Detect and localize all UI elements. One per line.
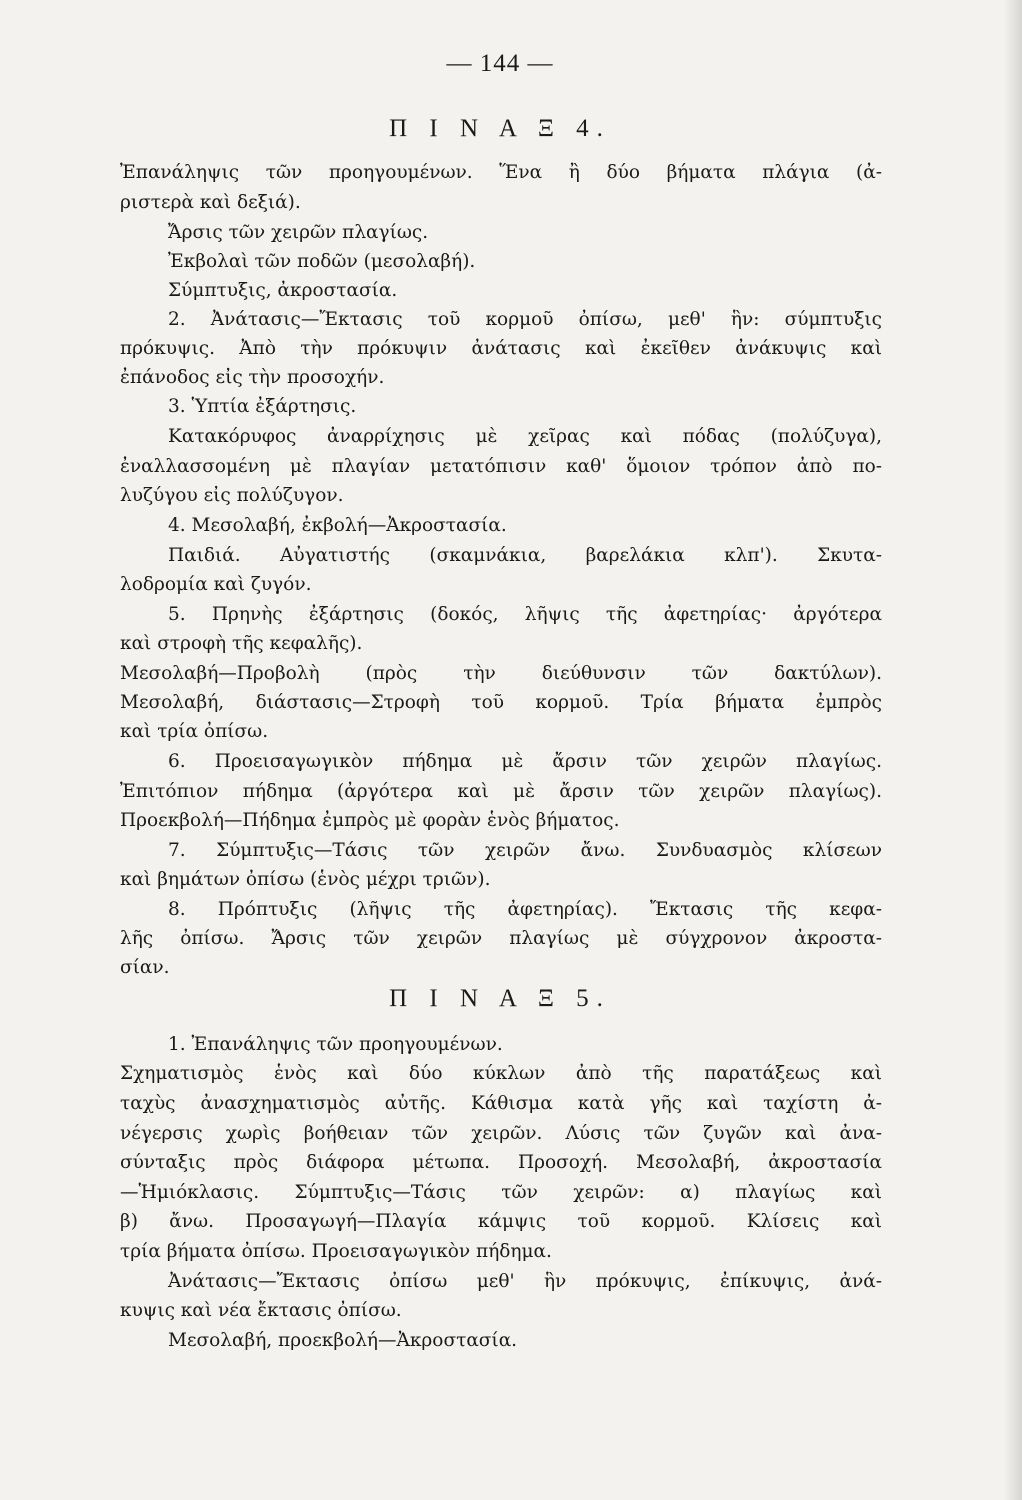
s4-line-07: πρόκυψις. Ἀπὸ τὴν πρόκυψιν ἀνάτασις καὶ ἐκεῖθεν ἀνάκυψις καὶ <box>120 338 882 359</box>
s4-line-25: καὶ βημάτων ὀπίσω (ἑνὸς μέχρι τριῶν). <box>120 869 491 890</box>
s5-line-05: σύνταξις πρὸς διάφορα μέτωπα. Προσοχή. Μεσολαβή, ἀκροστασία <box>120 1152 882 1173</box>
section-5-title: Π Ι Ν Α Ξ 5. <box>389 985 611 1012</box>
s5-line-10: κυψις καὶ νέα ἔκτασις ὀπίσω. <box>120 1300 402 1321</box>
page-edge-shadow <box>1004 0 1022 1500</box>
s4-line-08: ἐπάνοδος εἰς τὴν προσοχήν. <box>120 367 385 388</box>
s5-line-01: 1. Ἐπανάληψις τῶν προηγουμένων. <box>168 1034 503 1055</box>
s4-line-21: 6. Προεισαγωγικὸν πήδημα μὲ ἄρσιν τῶν χειρῶν πλαγίως. <box>168 751 882 772</box>
s4-line-20: καὶ τρία ὀπίσω. <box>120 721 269 742</box>
s4-line-12: λυζύγου εἰς πολύζυγον. <box>120 485 344 506</box>
s4-line-18: Μεσολαβή—Προβολὴ (πρὸς τὴν διεύθυνσιν τῶν δακτύλων). <box>120 663 882 684</box>
s4-line-24: 7. Σύμπτυξις—Τάσις τῶν χειρῶν ἄνω. Συνδυασμὸς κλίσεων <box>168 840 882 861</box>
s4-line-17: καὶ στροφὴ τῆς κεφαλῆς). <box>120 633 363 654</box>
s4-line-14: Παιδιά. Αὐγατιστής (σκαμνάκια, βαρελάκια κλπ'). Σκυτα- <box>168 545 882 566</box>
s4-line-15: λοδρομία καὶ ζυγόν. <box>120 574 312 595</box>
s5-line-07: β) ἄνω. Προσαγωγή—Πλαγία κάμψις τοῦ κορμοῦ. Κλίσεις καὶ <box>120 1211 882 1232</box>
s5-line-09: Ἀνάτασις—Ἔκτασις ὀπίσω μεθ' ἣν πρόκυψις, ἐπίκυψις, ἀνά- <box>168 1271 882 1292</box>
s4-line-09: 3. Ὑπτία ἐξάρτησις. <box>168 396 357 417</box>
s4-line-16: 5. Πρηνὴς ἐξάρτησις (δοκός, λῆψις τῆς ἀφετηρίας· ἀργότερα <box>168 604 882 625</box>
s5-line-11: Μεσολαβή, προεκβολή—Ἀκροστασία. <box>168 1330 518 1351</box>
s4-line-28: σίαν. <box>120 957 170 978</box>
s4-line-03: Ἄρσις τῶν χειρῶν πλαγίως. <box>168 222 429 243</box>
s4-line-02: ριστερὰ καὶ δεξιά). <box>120 192 301 213</box>
s4-line-19: Μεσολαβή, διάστασις—Στροφὴ τοῦ κορμοῦ. Τρία βήματα ἐμπρὸς <box>120 692 882 713</box>
s5-line-04: νέγερσις χωρὶς βοήθειαν τῶν χειρῶν. Λύσις τῶν ζυγῶν καὶ ἀνα- <box>120 1123 882 1144</box>
section-4-title: Π Ι Ν Α Ξ 4. <box>389 115 611 142</box>
s5-line-08: τρία βήματα ὀπίσω. Προεισαγωγικὸν πήδημα. <box>120 1241 552 1262</box>
s5-line-03: ταχὺς ἀνασχηματισμὸς αὐτῆς. Κάθισμα κατὰ γῆς καὶ ταχίστη ἀ- <box>120 1093 882 1114</box>
s4-line-13: 4. Μεσολαβή, ἐκβολή—Ἀκροστασία. <box>168 515 507 536</box>
s4-line-27: λῆς ὀπίσω. Ἄρσις τῶν χειρῶν πλαγίως μὲ σύγχρονον ἀκροστα- <box>120 928 882 949</box>
s4-line-04: Ἐκβολαὶ τῶν ποδῶν (μεσολαβή). <box>168 251 476 272</box>
s4-line-06: 2. Ἀνάτασις—Ἔκτασις τοῦ κορμοῦ ὀπίσω, μεθ' ἣν: σύμπτυξις <box>168 309 882 330</box>
s4-line-11: ἐναλλασσομένη μὲ πλαγίαν μετατόπισιν καθ' ὅμοιον τρόπον ἀπὸ πο- <box>120 456 882 477</box>
s5-line-02: Σχηματισμὸς ἑνὸς καὶ δύο κύκλων ἀπὸ τῆς παρατάξεως καὶ <box>120 1063 882 1084</box>
s4-line-10: Κατακόρυφος ἀναρρίχησις μὲ χεῖρας καὶ πόδας (πολύζυγα), <box>168 426 882 447</box>
s4-line-05: Σύμπτυξις, ἀκροστασία. <box>168 280 398 301</box>
s4-line-01: Ἐπανάληψις τῶν προηγουμένων. Ἕνα ἢ δύο βήματα πλάγια (ἀ- <box>120 162 882 183</box>
s4-line-26: 8. Πρόπτυξις (λῆψις τῆς ἀφετηρίας). Ἔκτασις τῆς κεφα- <box>168 899 882 920</box>
s5-line-06: —Ἡμιόκλασις. Σύμπτυξις—Τάσις τῶν χειρῶν: α) πλαγίως καὶ <box>120 1182 882 1203</box>
s4-line-23: Προεκβολή—Πήδημα ἐμπρὸς μὲ φορὰν ἑνὸς βήματος. <box>120 810 620 831</box>
page-number: — 144 — <box>446 50 554 77</box>
s4-line-22: Ἐπιτόπιον πήδημα (ἀργότερα καὶ μὲ ἄρσιν τῶν χειρῶν πλαγίως). <box>120 781 882 802</box>
